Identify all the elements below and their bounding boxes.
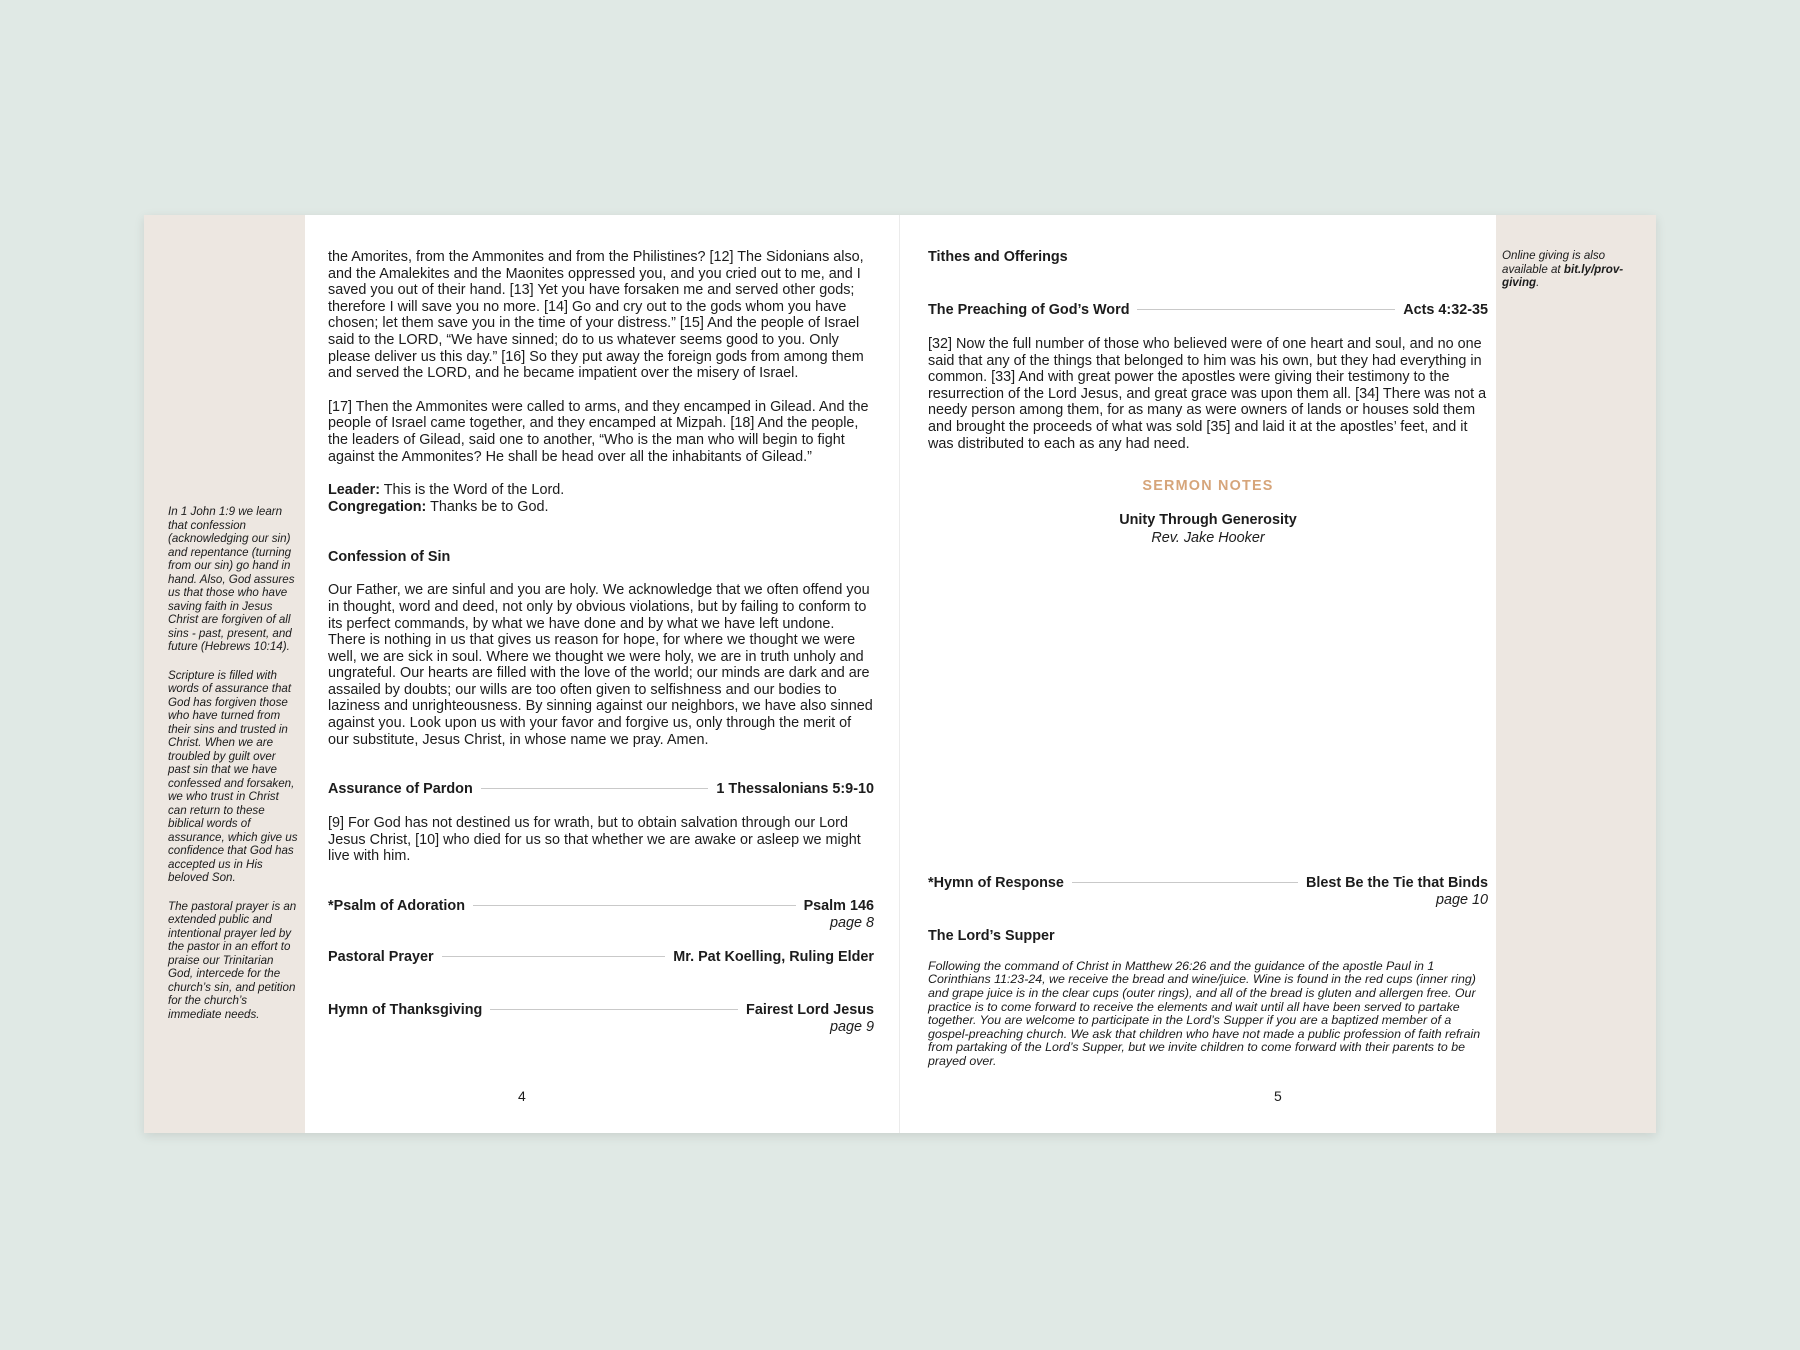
thanksgiving-row — [328, 1002, 874, 1019]
preaching-label: The Preaching of God’s Word — [928, 302, 1130, 318]
sermon-preacher: Rev. Jake Hooker — [1151, 530, 1265, 547]
tithes-heading: Tithes and Offerings — [928, 249, 1068, 265]
page-4 — [328, 249, 874, 1036]
bulletin-spread — [144, 215, 1656, 1133]
giving-link[interactable]: bit.ly/prov-giving — [1502, 262, 1624, 289]
response-hymn-row — [928, 875, 1488, 892]
preaching-row — [928, 302, 1488, 319]
acts-scripture-text: [32] Now the full number of those who believed were of one heart and soul, and no one said that any of the things that belonged to him was his own, but they had everything in common. [33] And with great power the apostles were giving their testimony to the resurrection of the Lord Jesus, and great grace was upon them all. [34] There was not a needy person among them, for as many as were owners of lands or houses sold them and brought the proceeds of what was sold [35] and laid it at the apostles’ feet, and it was distributed to each as any had need. — [928, 336, 1487, 452]
lords-supper-text: Following the command of Christ in Matthew 26:26 and the guidance of the apostle Paul in 1 Corinthians 11:23-24, we receive the bread and wine/juice. Wine is found in the red cups (inner ring) and grape juice is in the clear cups (outer rings), and all of the bread is gluten and allergen free. Our practice is to come forward to receive the elements and wait until all have been served to partake together. You are welcome to participate in the Lord’s Supper if you are a baptized member of a gospel-preaching church. We ask that children who have not made a public profession of faith refrain from partaking of the Lord’s Supper, but we invite children to come forward with their parents to be prayed over. — [928, 958, 1481, 1068]
assurance-reference: 1 Thessalonians 5:9-10 — [716, 781, 874, 798]
response-page: page 10 — [1435, 891, 1488, 908]
congregation-text: Thanks be to God. — [430, 498, 549, 515]
lords-supper-heading: The Lord’s Supper — [928, 927, 1055, 944]
giving-note — [1502, 249, 1642, 290]
congregation-line — [328, 499, 874, 516]
left-margin-notes — [168, 505, 300, 1036]
confession-note: In 1 John 1:9 we learn that confession (acknowledging our sin) and repentance (turning from our sin) go hand in hand. Also, God assures us that those who have saving faith in Jesus Christ are forgiven of all sins - past, present, and future (Hebrews 10:14). — [168, 505, 295, 653]
page-number-5: 5 — [1274, 1088, 1282, 1104]
psalm-page: page 8 — [829, 915, 874, 932]
assurance-row — [328, 781, 874, 798]
page-number-4: 4 — [518, 1088, 526, 1104]
giving-note-text: Online giving is also available at — [1502, 249, 1606, 276]
hymn-page: page 9 — [829, 1019, 874, 1036]
leader-rule — [473, 905, 796, 906]
sermon-title: Unity Through Generosity — [1119, 512, 1297, 529]
congregation-label: Congregation: — [328, 498, 427, 515]
hymn-label: Hymn of Thanksgiving — [328, 1002, 483, 1019]
assurance-label: Assurance of Pardon — [328, 781, 473, 798]
sermon-notes-area — [928, 547, 1488, 875]
assurance-note: Scripture is filled with words of assurance that God has forgiven those who have turned from their sins and trusted in Christ. When we are troubled by guilt over past sin that we have confessed and forsaken, we who trust in Christ can return to these biblical words of assurance, which give us confidence that God has accepted us in His beloved Son. — [168, 668, 298, 884]
assurance-text: [9] For God has not destined us for wrath, but to obtain salvation through our Lord Jesus Christ, [10] who died for us so that whether we are awake or asleep we might live with him. — [328, 815, 861, 865]
leader-rule — [1072, 882, 1298, 883]
psalm-label: *Psalm of Adoration — [328, 898, 465, 915]
leader-label: Leader: — [328, 482, 380, 499]
leader-rule — [490, 1009, 738, 1010]
response-label: *Hymn of Response — [928, 874, 1064, 891]
hymn-title: Fairest Lord Jesus — [746, 1002, 874, 1019]
leader-rule — [442, 956, 666, 957]
page-5 — [928, 249, 1488, 1069]
prayer-note: The pastoral prayer is an extended public and intentional prayer led by the pastor in an effort to praise our Trinitarian God, intercede for the church’s sin, and petition for the church’s immediate needs. — [168, 899, 297, 1021]
sermon-notes-heading: SERMON NOTES — [1142, 478, 1274, 495]
right-margin-panel — [1496, 215, 1656, 1133]
confession-text: Our Father, we are sinful and you are holy. We acknowledge that we often offend you in thought, word and deed, not only by obvious violations, but by failing to conform to its perfect commands, by what we have done and by what we have left undone. There is nothing in us that gives us reason for hope, for where we thought we were well, we are sick in soul. Where we thought we were holy, we are in truth unholy and ungrateful. Our hearts are filled with the love of the world; our minds are dark and are assailed by doubts; our wills are too often given to selfishness and our bodies to laziness and unrighteousness. By sinning against our neighbors, we have also sinned against you. Look upon us with your favor and forgive us, only through the merit of our substitute, Jesus Christ, in whose name we pray. Amen. — [328, 582, 873, 748]
psalm-reference: Psalm 146 — [803, 898, 874, 915]
prayer-label: Pastoral Prayer — [328, 949, 434, 966]
preaching-reference: Acts 4:32-35 — [1403, 302, 1488, 318]
confession-heading: Confession of Sin — [328, 549, 451, 566]
response-title: Blest Be the Tie that Binds — [1305, 874, 1488, 891]
psalm-row — [328, 898, 874, 915]
prayer-leader: Mr. Pat Koelling, Ruling Elder — [673, 949, 874, 966]
leader-rule — [481, 788, 709, 789]
right-margin-notes — [1502, 249, 1642, 305]
scripture-paragraph-1: the Amorites, from the Ammonites and from the Philistines? [12] The Sidonians also, and the Amalekites and the Maonites oppressed you, and you cried out to me, and I saved you out of their hand. [13] Yet you have forsaken me and served other gods; therefore I will save you no more. [14] Go and cry out to the gods whom you have chosen; let them save you in the time of your distress.” [15] And the people of Israel said to the LORD, “We have sinned; do to us whatever seems good to you. Only please deliver us this day.” [16] So they put away the foreign gods from among them and served the LORD, and he became impatient over the misery of Israel. — [328, 249, 864, 382]
giving-note-end: . — [1536, 276, 1540, 289]
prayer-row — [328, 949, 874, 966]
leader-text: This is the Word of the Lord. — [383, 482, 565, 499]
leader-line — [328, 482, 874, 499]
page-fold — [899, 215, 900, 1133]
leader-rule — [1137, 309, 1395, 310]
scripture-paragraph-2: [17] Then the Ammonites were called to arms, and they encamped in Gilead. And the people of Israel came together, and they encamped at Mizpah. [18] And the people, the leaders of Gilead, said one to another, “Who is the man who will begin to fight against the Ammonites? He shall be head over all the inhabitants of Gilead.” — [328, 398, 869, 465]
